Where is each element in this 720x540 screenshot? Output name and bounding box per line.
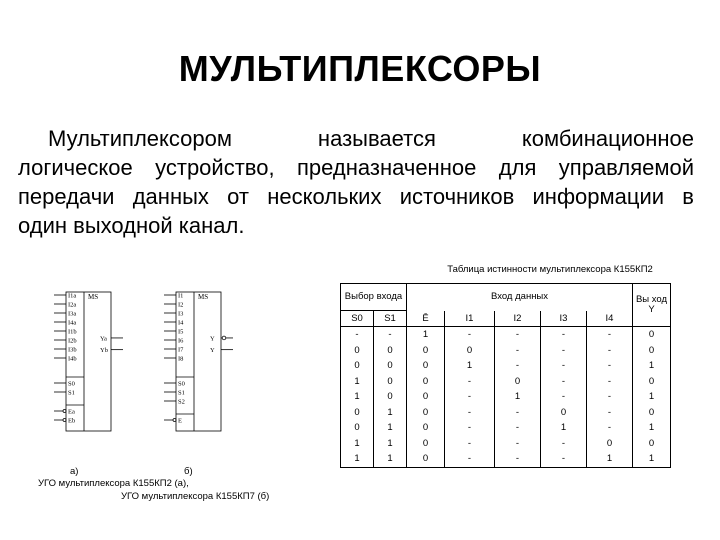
table-cell: 0 [495, 374, 541, 390]
table-cell: - [374, 327, 407, 343]
table-cell: 0 [407, 389, 445, 405]
chip-k155kp2 [54, 292, 123, 431]
table-cell: - [541, 436, 587, 452]
table-cell: 0 [374, 343, 407, 359]
pin-label: I3b [68, 346, 77, 354]
table-cell: - [587, 389, 633, 405]
pin-label: I1a [68, 292, 77, 300]
pin-label: I8 [178, 355, 184, 363]
pin-label: E [178, 417, 182, 425]
table-cell: - [541, 358, 587, 374]
table-cell: - [495, 358, 541, 374]
table-cell: 1 [374, 405, 407, 421]
column-header: Ē [407, 311, 445, 327]
table-cell: 0 [445, 343, 495, 359]
table-cell: 0 [633, 343, 671, 359]
table-cell: - [541, 327, 587, 343]
column-header: I3 [541, 311, 587, 327]
table-cell: 0 [407, 343, 445, 359]
table-cell: 1 [341, 389, 374, 405]
table-cell: 0 [374, 358, 407, 374]
pin-label: S0 [68, 380, 75, 388]
table-cell: 0 [407, 436, 445, 452]
pin-label: I3 [178, 310, 184, 318]
table-cell: 0 [407, 374, 445, 390]
table-cell: - [541, 389, 587, 405]
table-cell: - [445, 436, 495, 452]
table-cell: - [495, 420, 541, 436]
table-cell: - [541, 374, 587, 390]
table-cell: 0 [633, 436, 671, 452]
pin-label: I7 [178, 346, 184, 354]
table-cell: - [587, 358, 633, 374]
table-cell: 0 [341, 343, 374, 359]
table-cell: 0 [341, 358, 374, 374]
pin-label: Eb [68, 417, 76, 425]
pin-label: I2a [68, 301, 77, 309]
truth-table [340, 283, 671, 468]
table-cell: 0 [633, 327, 671, 343]
chip-k155kp7 [164, 292, 233, 431]
table-cell: 0 [341, 405, 374, 421]
table-cell: - [587, 374, 633, 390]
table-cell: - [445, 389, 495, 405]
table-cell: 1 [374, 420, 407, 436]
figure-caption-line1: УГО мультиплексора К155КП2 (а), [38, 478, 189, 489]
column-header: I4 [587, 311, 633, 327]
table-row [341, 327, 671, 343]
figure-caption-line2: УГО мультиплексора К155КП7 (б) [121, 491, 270, 502]
table-cell: 0 [407, 405, 445, 421]
table-cell: - [495, 327, 541, 343]
paragraph-line: логическое устройство, предназначенное для управляемой [18, 155, 694, 180]
table-cell: 0 [341, 420, 374, 436]
chip-label: MS [88, 293, 99, 301]
inversion-circle [222, 336, 226, 340]
pin-label: Y [210, 335, 215, 343]
table-cell: - [495, 436, 541, 452]
header-output: Вы ход Y [633, 284, 671, 327]
truth-table-caption: Таблица истинности мультиплексора К155КП2 [447, 264, 653, 275]
pin-label: I2b [68, 337, 77, 345]
table-row [341, 405, 671, 421]
table-cell: 1 [495, 389, 541, 405]
table-row [341, 420, 671, 436]
pin-label: Y [210, 347, 215, 355]
table-cell: - [445, 374, 495, 390]
pin-label: S1 [68, 389, 75, 397]
pin-label: S1 [178, 389, 185, 397]
table-cell: 1 [633, 358, 671, 374]
table-cell: 1 [633, 451, 671, 467]
table-cell: 1 [407, 327, 445, 343]
pin-label: I6 [178, 337, 184, 345]
table-cell: 1 [587, 451, 633, 467]
pin-label: Ea [68, 408, 75, 416]
pin-label: I2 [178, 301, 184, 309]
inversion-circle [63, 410, 66, 413]
pin-label: Yb [100, 347, 108, 355]
table-cell: 0 [407, 420, 445, 436]
multiplexer-symbols [0, 280, 300, 470]
table-row [341, 451, 671, 467]
table-cell: - [541, 343, 587, 359]
figure-label-b: б) [184, 466, 193, 477]
table-cell: 0 [374, 374, 407, 390]
definition-paragraph [18, 124, 694, 240]
table-cell: - [445, 451, 495, 467]
table-row [341, 436, 671, 452]
table-cell: - [587, 327, 633, 343]
pin-label: I3a [68, 310, 77, 318]
table-cell: 1 [374, 436, 407, 452]
pin-label: I4 [178, 319, 184, 327]
pin-label: I1b [68, 328, 77, 336]
table-cell: 0 [587, 436, 633, 452]
table-cell: 1 [341, 436, 374, 452]
pin-label: S2 [178, 398, 185, 406]
pin-label: I4a [68, 319, 77, 327]
table-cell: 1 [374, 451, 407, 467]
table-cell: - [587, 405, 633, 421]
table-cell: - [587, 343, 633, 359]
table-row [341, 358, 671, 374]
paragraph-line: Мультиплексором называется комбинационное [48, 126, 694, 151]
table-cell: - [587, 420, 633, 436]
table-cell: 0 [407, 358, 445, 374]
table-cell: 1 [341, 451, 374, 467]
table-cell: 0 [541, 405, 587, 421]
column-header: I2 [495, 311, 541, 327]
table-cell: - [445, 327, 495, 343]
table-cell: 1 [445, 358, 495, 374]
column-header: S0 [341, 311, 374, 327]
page-title: МУЛЬТИПЛЕКСОРЫ [178, 48, 542, 89]
paragraph-line: один выходной канал. [18, 213, 245, 238]
table-row [341, 343, 671, 359]
table-cell: - [495, 451, 541, 467]
table-cell: - [445, 420, 495, 436]
pin-label: S0 [178, 380, 185, 388]
table-cell: - [541, 451, 587, 467]
table-row [341, 374, 671, 390]
header-data: Вход данных [407, 284, 633, 311]
column-header: I1 [445, 311, 495, 327]
table-cell: 1 [541, 420, 587, 436]
paragraph-line: передачи данных от нескольких источников информации в [18, 184, 694, 209]
pin-label: Ya [100, 335, 107, 343]
table-cell: - [445, 405, 495, 421]
table-cell: 0 [633, 405, 671, 421]
chip-label: MS [198, 293, 209, 301]
table-cell: 0 [633, 374, 671, 390]
table-cell: - [495, 343, 541, 359]
table-cell: 0 [407, 451, 445, 467]
pin-label: I4b [68, 355, 77, 363]
table-cell: - [495, 405, 541, 421]
figure-label-a: а) [70, 466, 79, 477]
pin-label: I5 [178, 328, 184, 336]
inversion-circle [173, 419, 176, 422]
inversion-circle [63, 419, 66, 422]
header-select: Выбор входа [341, 284, 407, 311]
table-cell: 0 [374, 389, 407, 405]
table-cell: 1 [633, 389, 671, 405]
table-cell: 1 [633, 420, 671, 436]
pin-label: I1 [178, 292, 184, 300]
table-cell: - [341, 327, 374, 343]
table-row [341, 389, 671, 405]
table-cell: 1 [341, 374, 374, 390]
column-header: S1 [374, 311, 407, 327]
